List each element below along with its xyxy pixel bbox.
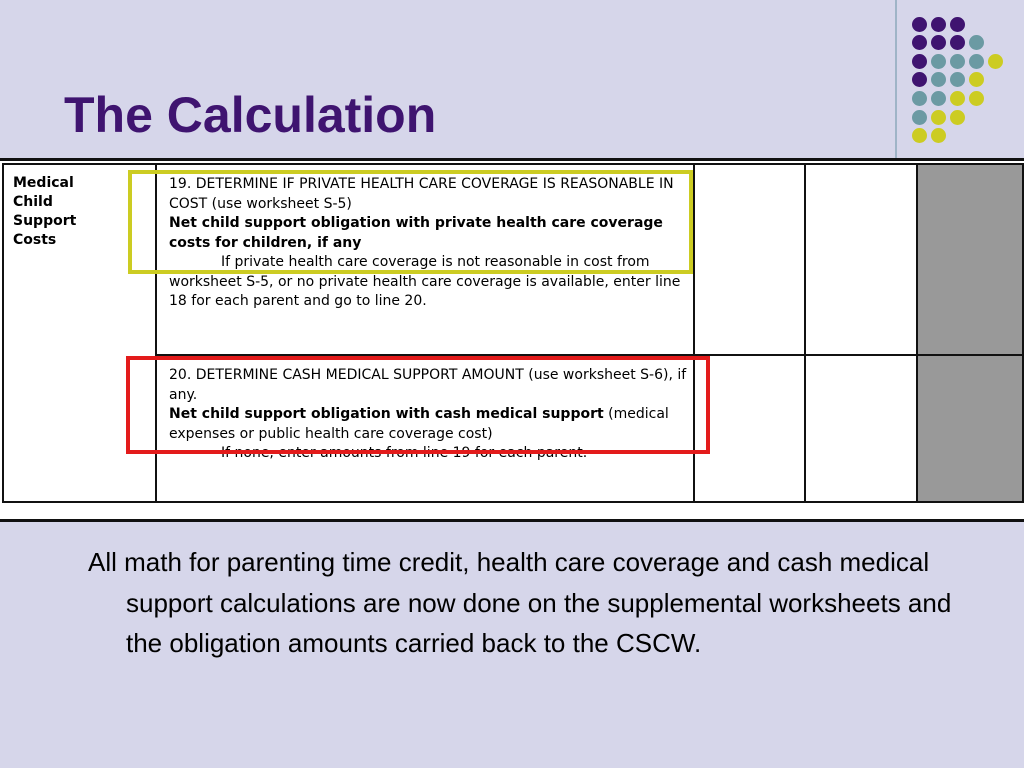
dot-yellow bbox=[969, 91, 984, 106]
dot-purple bbox=[950, 17, 965, 32]
slide-title: The Calculation bbox=[64, 87, 437, 143]
parent-2-cell bbox=[805, 164, 917, 355]
dot-teal bbox=[969, 35, 984, 50]
dot-teal bbox=[931, 72, 946, 87]
dot-yellow bbox=[931, 128, 946, 143]
parent-1-cell bbox=[694, 355, 805, 502]
dot-purple bbox=[931, 17, 946, 32]
dot-purple bbox=[931, 35, 946, 50]
dot-teal bbox=[912, 110, 927, 125]
table-row-line-19 bbox=[3, 164, 1023, 355]
line-20-heading: 20. DETERMINE CASH MEDICAL SUPPORT AMOUNT (use worksheet S-6), if any. bbox=[169, 367, 687, 403]
dot-yellow bbox=[950, 91, 965, 106]
dot-teal bbox=[912, 91, 927, 106]
dot-purple bbox=[950, 35, 965, 50]
dot-purple bbox=[912, 35, 927, 50]
table-row-line-20 bbox=[3, 355, 1023, 502]
dot-yellow bbox=[969, 72, 984, 87]
shaded-cell bbox=[917, 355, 1023, 502]
row-label-line: Costs bbox=[13, 232, 57, 248]
line-19-heading-note: (use worksheet S-5) bbox=[207, 195, 352, 212]
dot-teal bbox=[950, 72, 965, 87]
dot-teal bbox=[969, 54, 984, 69]
dot-teal bbox=[931, 54, 946, 69]
dot-purple bbox=[912, 17, 927, 32]
row-label-line: Child bbox=[13, 194, 53, 210]
dot-yellow bbox=[950, 110, 965, 125]
row-label-line: Medical bbox=[13, 175, 74, 191]
line-19-cell bbox=[156, 164, 694, 355]
parent-2-cell bbox=[805, 355, 917, 502]
dot-yellow bbox=[912, 128, 927, 143]
line-19-instruction: If private health care coverage is not reasonable in cost from worksheet S-5, or no private health care coverage is available, enter line 18 for each parent and go to line 20. bbox=[169, 254, 681, 309]
row-label-line: Support bbox=[13, 213, 77, 229]
title-divider-line bbox=[895, 0, 897, 158]
dot-purple bbox=[912, 72, 927, 87]
dot-yellow bbox=[988, 54, 1003, 69]
slide-body-text: All math for parenting time credit, health care coverage and cash medical support calculations are now done on the supplemental worksheets and the obligation amounts carried back to the CSCW. bbox=[88, 547, 952, 658]
dot-teal bbox=[931, 91, 946, 106]
line-19-heading: 19. DETERMINE IF PRIVATE HEALTH CARE COVERAGE IS REASONABLE IN COST bbox=[169, 176, 674, 212]
dot-yellow bbox=[931, 110, 946, 125]
line-20-bold-note: (medical expenses or public health care coverage cost) bbox=[169, 406, 669, 442]
worksheet-table-excerpt bbox=[0, 158, 1024, 522]
worksheet-table bbox=[2, 163, 1024, 503]
parent-1-cell bbox=[694, 164, 805, 355]
row-label-cell bbox=[3, 164, 156, 502]
line-19-bold-text: Net child support obligation with private health care coverage costs for children, if any bbox=[169, 215, 663, 251]
dot-teal bbox=[950, 54, 965, 69]
line-20-instruction: If none, enter amounts from line 19 for each parent. bbox=[221, 445, 588, 462]
line-20-bold-text: Net child support obligation with cash medical support bbox=[169, 406, 604, 423]
line-20-cell bbox=[156, 355, 694, 502]
shaded-cell bbox=[917, 164, 1023, 355]
dot-purple bbox=[912, 54, 927, 69]
